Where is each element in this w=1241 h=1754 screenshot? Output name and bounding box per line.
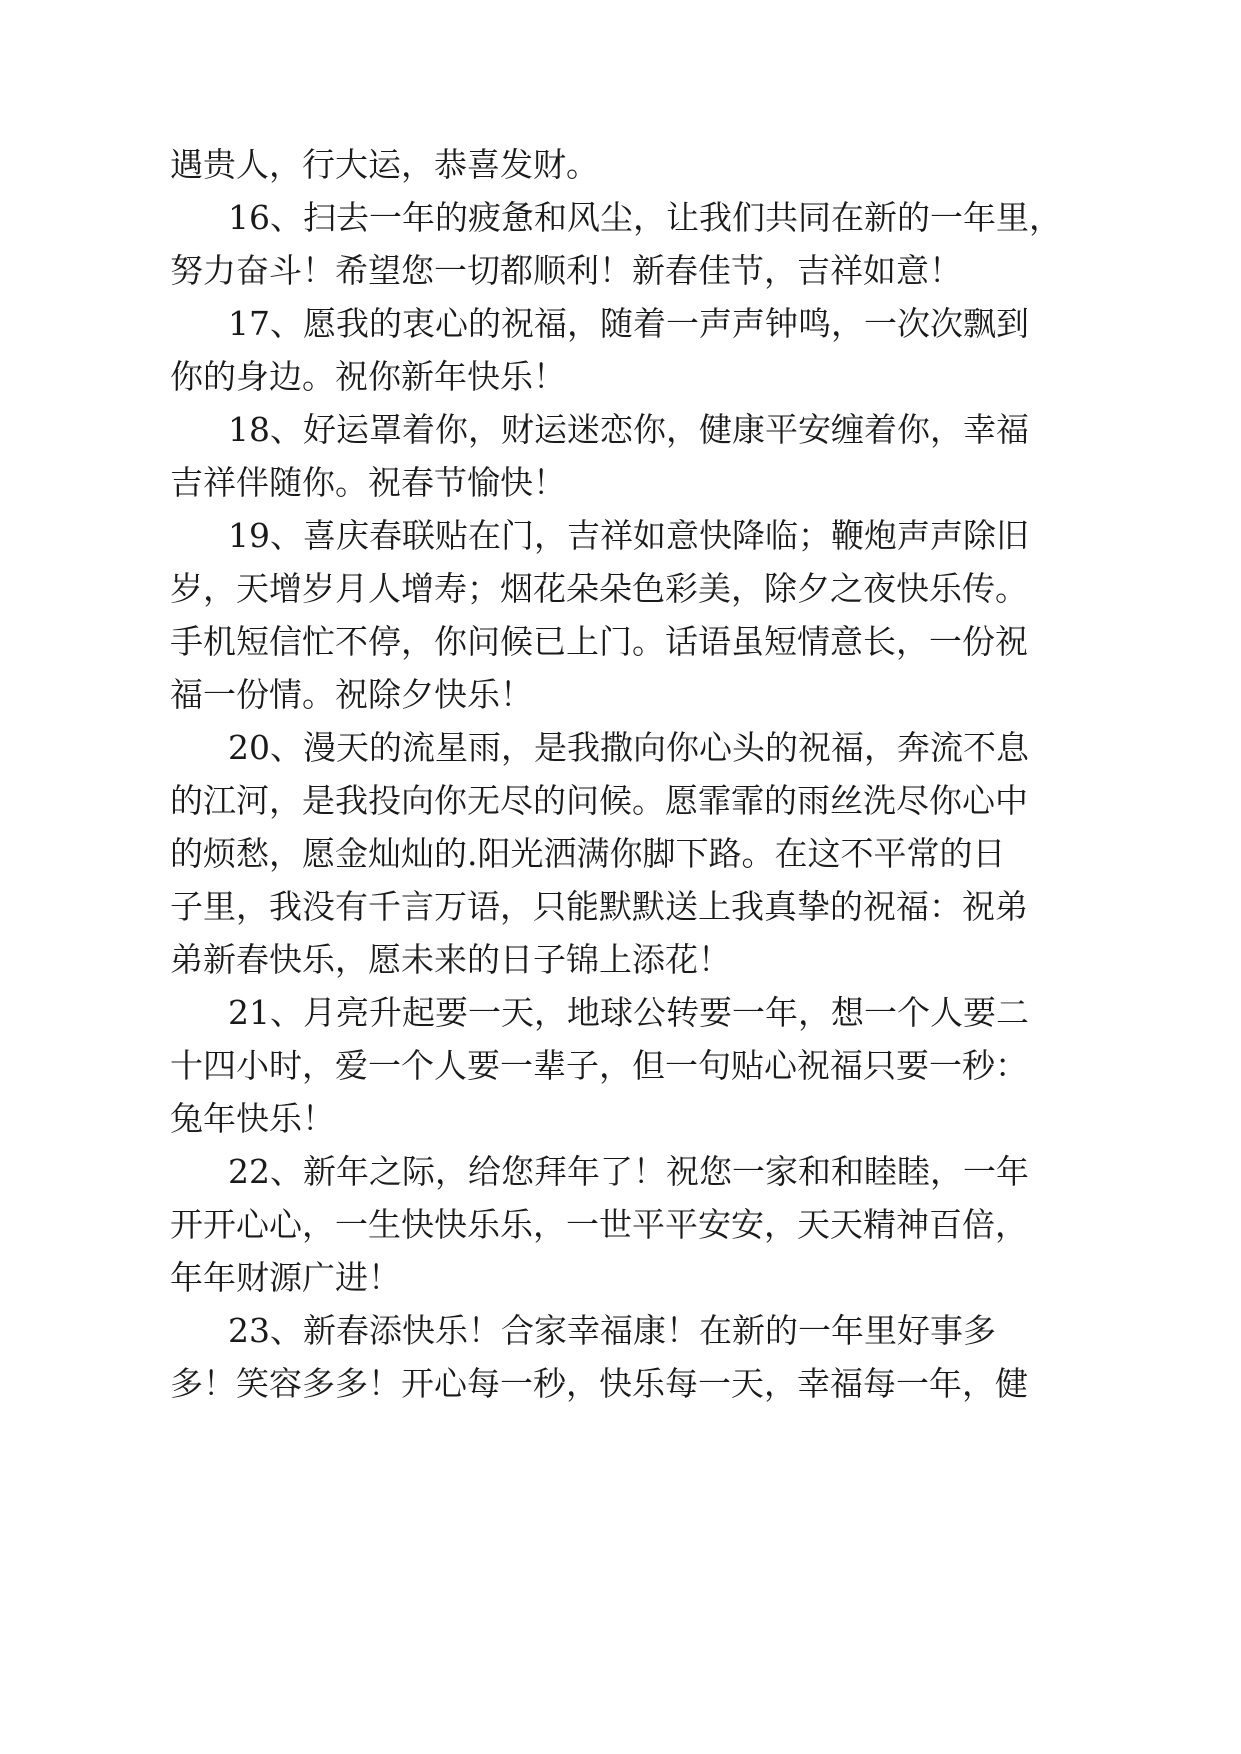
- text-line: 十四小时，爱一个人要一辈子，但一句贴心祝福只要一秒：: [170, 1046, 1028, 1085]
- text-line: 弟新春快乐，愿未来的日子锦上添花！: [170, 940, 731, 979]
- text-line: 21、月亮升起要一天，地球公转要一年，想一个人要二: [228, 993, 1029, 1032]
- text-line: 开开心心，一生快快乐乐，一世平平安安，天天精神百倍，: [170, 1205, 1028, 1244]
- text-line: 岁，天增岁月人增寿；烟花朵朵色彩美，除夕之夜快乐传。: [170, 569, 1028, 608]
- text-line: 多！笑容多多！开心每一秒，快乐每一天，幸福每一年，健: [170, 1364, 1028, 1403]
- text-line: 吉祥伴随你。祝春节愉快！: [170, 463, 566, 502]
- text-line: 遇贵人，行大运，恭喜发财。: [170, 145, 599, 184]
- text-line: 年年财源广进！: [170, 1258, 401, 1297]
- text-line: 16、扫去一年的疲惫和风尘，让我们共同在新的一年里，: [228, 198, 1062, 237]
- text-line: 18、好运罩着你，财运迷恋你，健康平安缠着你，幸福: [228, 410, 1029, 449]
- text-line: 19、喜庆春联贴在门，吉祥如意快降临；鞭炮声声除旧: [228, 516, 1029, 555]
- text-line: 子里，我没有千言万语，只能默默送上我真挚的祝福：祝弟: [170, 887, 1028, 926]
- text-line: 你的身边。祝你新年快乐！: [170, 357, 566, 396]
- text-line: 的烦愁，愿金灿灿的.阳光洒满你脚下路。在这不平常的日: [170, 834, 1006, 873]
- text-line: 20、漫天的流星雨，是我撒向你心头的祝福，奔流不息: [228, 728, 1029, 767]
- text-line: 的江河，是我投向你无尽的问候。愿霏霏的雨丝洗尽你心中: [170, 781, 1028, 820]
- text-line: 23、新春添快乐！合家幸福康！在新的一年里好事多: [228, 1311, 996, 1350]
- text-line: 福一份情。祝除夕快乐！: [170, 675, 533, 714]
- text-line: 兔年快乐！: [170, 1099, 335, 1138]
- text-line: 手机短信忙不停，你问候已上门。话语虽短情意长，一份祝: [170, 622, 1028, 661]
- text-line: 17、愿我的衷心的祝福，随着一声声钟鸣，一次次飘到: [228, 304, 1029, 343]
- text-line: 22、新年之际，给您拜年了！祝您一家和和睦睦，一年: [228, 1152, 1029, 1191]
- text-line: 努力奋斗！希望您一切都顺利！新春佳节，吉祥如意！: [170, 251, 962, 290]
